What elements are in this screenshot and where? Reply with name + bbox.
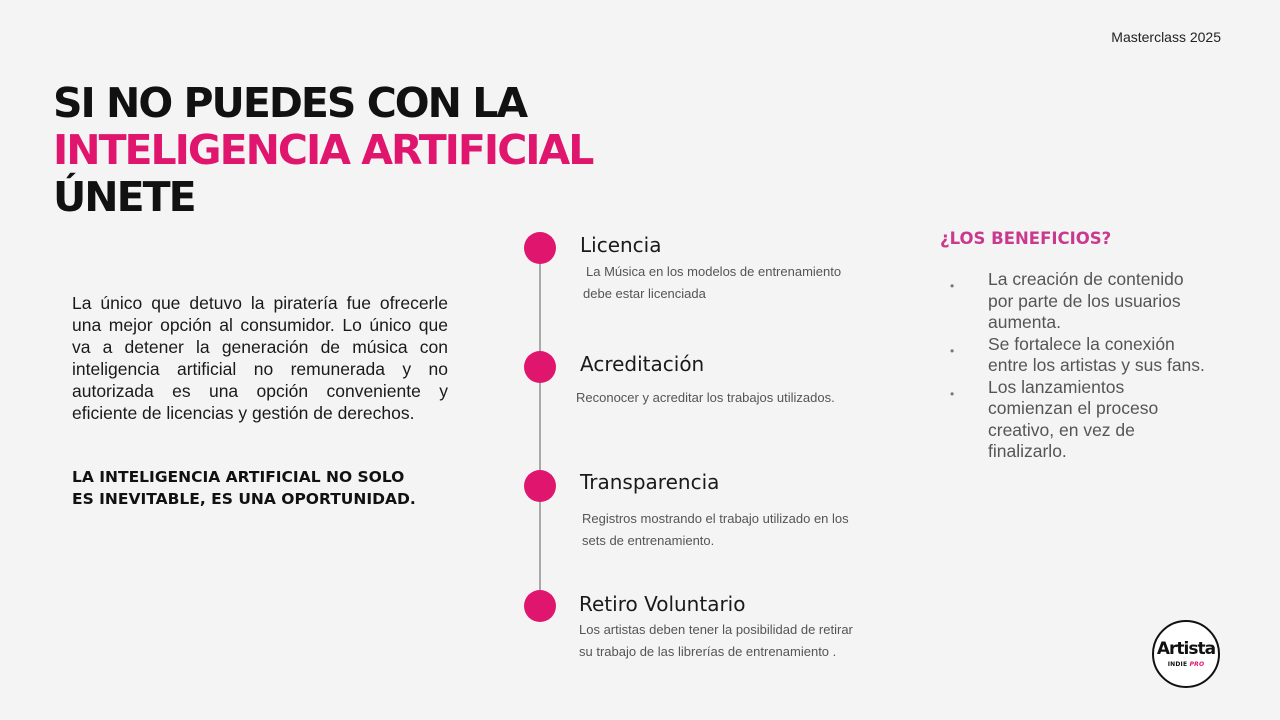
artista-logo: [1152, 620, 1220, 688]
logo-name: Artista: [1156, 639, 1216, 659]
bullet-icon: •: [950, 386, 955, 401]
benefit-item: [950, 377, 1210, 463]
benefit-item: [950, 269, 1210, 334]
intro-callout: [72, 466, 462, 510]
bullet-icon: •: [950, 279, 955, 293]
logo-subtitle: [1154, 661, 1218, 668]
step-desc-line-1: Registros mostrando el trabajo utilizado en los: [582, 511, 849, 526]
benefit-text: Los lanzamientos comienzan el proceso creativo, en vez de finalizarlo.: [988, 376, 1159, 461]
logo-sub-indie: INDIE: [1167, 661, 1188, 668]
page-title: [53, 80, 592, 221]
benefit-item: [950, 334, 1210, 377]
timeline-dot-retiro: [524, 590, 556, 622]
timeline-dot-acreditacion: [524, 351, 556, 383]
step-title-transparencia: Transparencia: [580, 470, 720, 494]
intro-paragraph: La único que detuvo la piratería fue ofrecerle una mejor opción al consumidor. Lo único que va a detener la generación de música con inteligencia artificial no remunerada y no autorizada es una opción conveniente y eficiente de licencias y gestión de derechos.: [72, 293, 448, 423]
callout-line-1: LA INTELIGENCIA ARTIFICIAL NO SOLO: [72, 468, 405, 486]
benefit-text: La creación de contenido por parte de los usuarios aumenta.: [988, 269, 1184, 332]
title-line-1: SI NO PUEDES CON LA: [53, 79, 527, 127]
timeline-line: [539, 248, 541, 606]
benefit-text: Se fortalece la conexión entre los artistas y sus fans.: [988, 333, 1205, 375]
step-desc-line-1: Los artistas deben tener la posibilidad de retirar: [579, 622, 853, 637]
timeline-dot-transparencia: [524, 470, 556, 502]
logo-sub-pro: PRO: [1189, 661, 1205, 668]
step-desc-line-2: debe estar licenciada: [583, 286, 706, 301]
step-desc-line-2: su trabajo de las librerías de entrenamiento .: [579, 644, 837, 659]
step-desc-transparencia: [582, 508, 849, 552]
step-desc-acreditacion: [576, 387, 835, 409]
callout-line-2: ES INEVITABLE, ES UNA OPORTUNIDAD.: [72, 490, 416, 508]
step-desc-licencia: [583, 261, 841, 305]
step-desc-retiro: [579, 619, 853, 663]
step-desc-line-1: La Música en los modelos de entrenamiento: [586, 264, 842, 279]
timeline-dot-licencia: [524, 232, 556, 264]
benefits-title: ¿LOS BENEFICIOS?: [940, 229, 1112, 248]
step-title-acreditacion: Acreditación: [580, 352, 705, 376]
step-desc-line-2: sets de entrenamiento.: [582, 533, 715, 548]
step-desc-line-1: Reconocer y acreditar los trabajos utilizados.: [576, 390, 835, 405]
title-line-3: ÚNETE: [53, 173, 195, 221]
title-line-2: INTELIGENCIA ARTIFICIAL: [53, 126, 593, 174]
masterclass-badge: Masterclass 2025: [1111, 29, 1221, 45]
step-title-retiro: Retiro Voluntario: [579, 592, 746, 616]
step-title-licencia: Licencia: [580, 233, 662, 257]
bullet-icon: •: [950, 343, 955, 358]
benefits-list: [950, 269, 1210, 463]
